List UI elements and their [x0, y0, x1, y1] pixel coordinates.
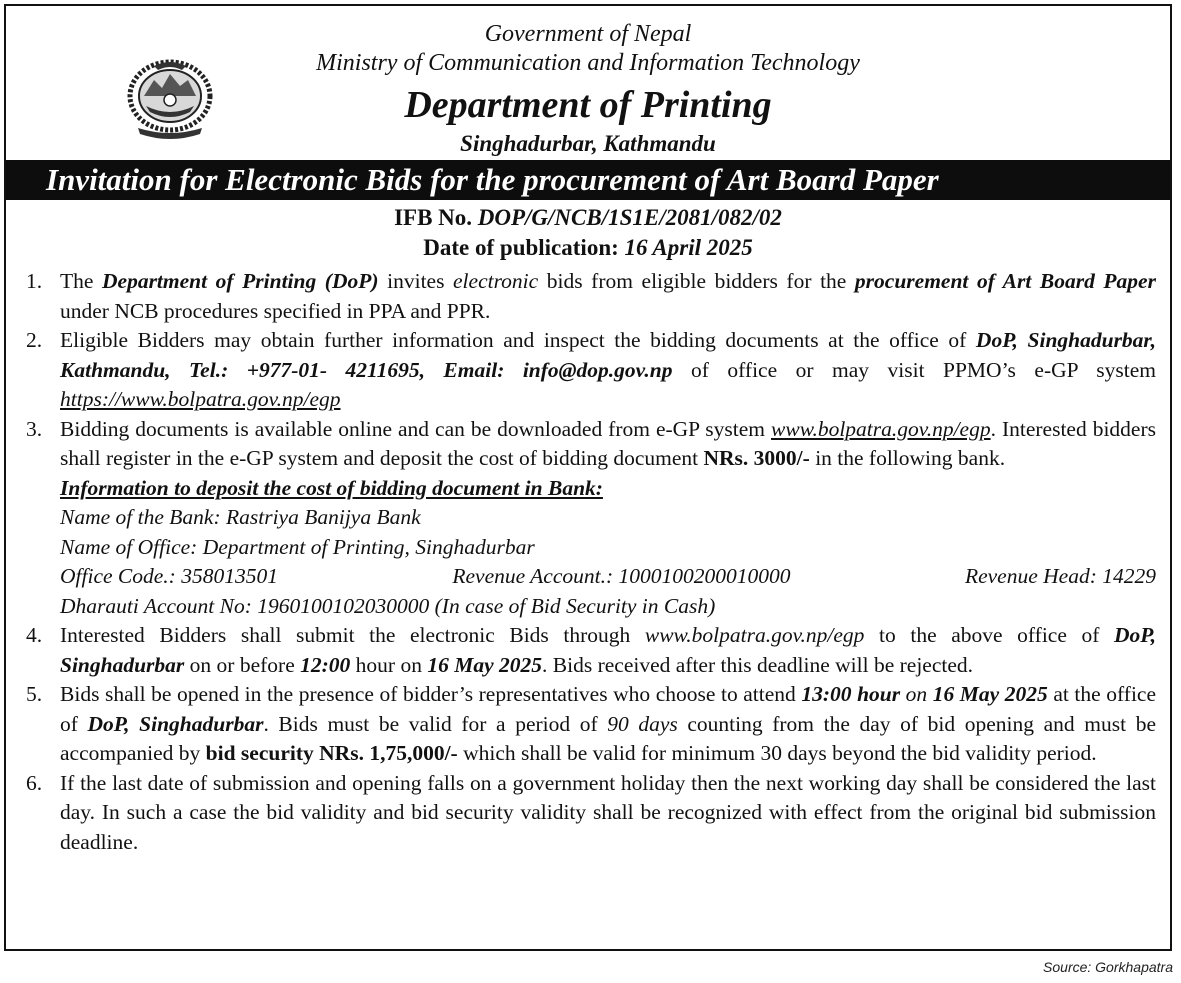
notice-item-1 — [6, 267, 1170, 326]
item-text-segment: 13:00 hour — [801, 682, 901, 706]
item-text — [60, 682, 1156, 765]
revenue-head: Revenue Head: 14229 — [964, 564, 1156, 588]
item-text-segment: electronic — [453, 269, 539, 293]
item-text-segment: under NCB procedures specified in PPA and PPR. — [60, 298, 491, 323]
item-text-segment: www.bolpatra.gov.np/egp — [644, 623, 865, 647]
item-text-segment: on or before — [184, 652, 301, 677]
item-text-segment: on — [900, 682, 933, 706]
item-text — [60, 269, 1156, 323]
ifb-number — [6, 203, 1170, 233]
item-text-segment: of office or may visit PPMO’s e-GP system — [672, 357, 1156, 382]
item-text — [60, 328, 1156, 411]
item-text-segment: at the office of — [60, 682, 1157, 736]
item-text — [60, 417, 1156, 471]
bid-notice — [4, 4, 1172, 951]
ifb-value: DOP/G/NCB/1S1E/2081/082/02 — [477, 205, 782, 230]
publication-value: 16 April 2025 — [624, 235, 753, 260]
bank-name: Name of the Bank: Rastriya Banijya Bank — [60, 505, 421, 529]
government-name: Government of Nepal — [484, 21, 692, 47]
office-code: Office Code.: 358013501 — [60, 564, 278, 588]
item-text-segment: 16 May 2025 — [932, 682, 1048, 706]
item-text-segment: Interested Bidders shall submit the electronic Bids through — [60, 623, 645, 647]
item-number: 4. — [26, 623, 43, 647]
notice-banner: Invitation for Electronic Bids for the procurement of Art Board Paper — [6, 160, 1170, 200]
item-text — [60, 623, 1156, 677]
item-text-segment: . Interested bidders shall register in the e-GP system and deposit the cost of bidding document — [60, 416, 1156, 470]
item-number: 1. — [26, 269, 43, 293]
item-number: 5. — [26, 682, 43, 706]
item-text-segment: www.bolpatra.gov.np/egp — [771, 416, 991, 441]
item-text-segment: procurement of Art Board Paper — [854, 269, 1156, 293]
publication-date — [6, 233, 1170, 263]
item-text-segment: . Bids received after this deadline will be rejected. — [542, 652, 974, 677]
ministry-name: Ministry of Communication and Information Technology — [316, 50, 860, 76]
bank-info-title: Information to deposit the cost of bidding document in Bank: — [60, 475, 603, 500]
item-text-segment: 16 May 2025 — [427, 652, 543, 677]
ifb-label: IFB No. — [394, 205, 473, 230]
notice-items — [6, 267, 1170, 857]
item-text-segment: counting from the day of bid opening and must be accompanied by — [60, 711, 1156, 765]
item-number: 6. — [26, 770, 43, 795]
item-text-segment: to the above office of — [864, 623, 1114, 647]
revenue-account: Revenue Account.: 1000100200010000 — [452, 564, 791, 588]
item-text-segment: Eligible Bidders may obtain further information and inspect the bidding documents at the office of — [60, 328, 976, 352]
item-text-segment: 12:00 — [300, 652, 351, 677]
office-name: Name of Office: Department of Printing, Singhadurbar — [60, 534, 535, 559]
item-text-segment: in the following bank. — [809, 446, 1006, 470]
notice-item-2 — [6, 326, 1170, 415]
item-text-segment: NRs. 3000/- — [703, 446, 810, 470]
item-text-segment: bids from eligible bidders for the — [538, 269, 855, 293]
item-text-segment: The — [60, 269, 102, 293]
item-number: 2. — [26, 328, 43, 352]
notice-item-4 — [6, 621, 1170, 680]
item-text-segment: DoP, Singhadurbar — [87, 711, 264, 736]
dharauti-account: Dharauti Account No: 1960100102030000 (In case of Bid Security in Cash) — [60, 593, 716, 618]
item-text-segment: Department of Printing (DoP) — [102, 269, 379, 293]
department-location: Singhadurbar, Kathmandu — [460, 131, 716, 156]
bank-info — [6, 474, 1170, 622]
notice-item-6 — [6, 769, 1170, 858]
item-text-segment: DoP, Singhadurbar, Kathmandu, Tel.: +977-01- 4211695, Email: info@dop.gov.np — [60, 328, 1156, 382]
item-text-segment: invites — [378, 269, 454, 293]
department-name: Department of Printing — [404, 84, 772, 126]
notice-item-5 — [6, 680, 1170, 769]
item-text-segment: Bids shall be opened in the presence of bidder’s representatives who choose to attend — [60, 682, 802, 706]
item-text-segment: Bidding documents is available online and can be downloaded from e-GP system — [60, 416, 772, 441]
item-text-segment: hour on — [350, 652, 428, 677]
notice-header — [6, 6, 1170, 160]
source-credit: Source: Gorkhapatra — [1043, 959, 1173, 975]
item-text-segment: . Bids must be valid for a period of — [263, 711, 608, 736]
item-number: 3. — [26, 416, 43, 441]
publication-label: Date of publication: — [423, 235, 619, 260]
item-text-segment: https://www.bolpatra.gov.np/egp — [60, 387, 341, 411]
item-text-segment: bid security NRs. 1,75,000/- — [205, 741, 458, 765]
item-text — [60, 771, 1156, 854]
notice-item-3 — [6, 415, 1170, 474]
item-text-segment: DoP, Singhadurbar — [60, 623, 1156, 677]
item-text-segment: If the last date of submission and opening falls on a government holiday then the next working day shall be considered the last day. In such a case the bid validity and bid security validity shall be recognized with effect from the original bid submission deadline. — [60, 770, 1156, 854]
bank-codes-row — [60, 562, 1156, 592]
item-text-segment: which shall be valid for minimum 30 days beyond the bid validity period. — [457, 741, 1097, 765]
item-text-segment: 90 days — [607, 711, 678, 736]
